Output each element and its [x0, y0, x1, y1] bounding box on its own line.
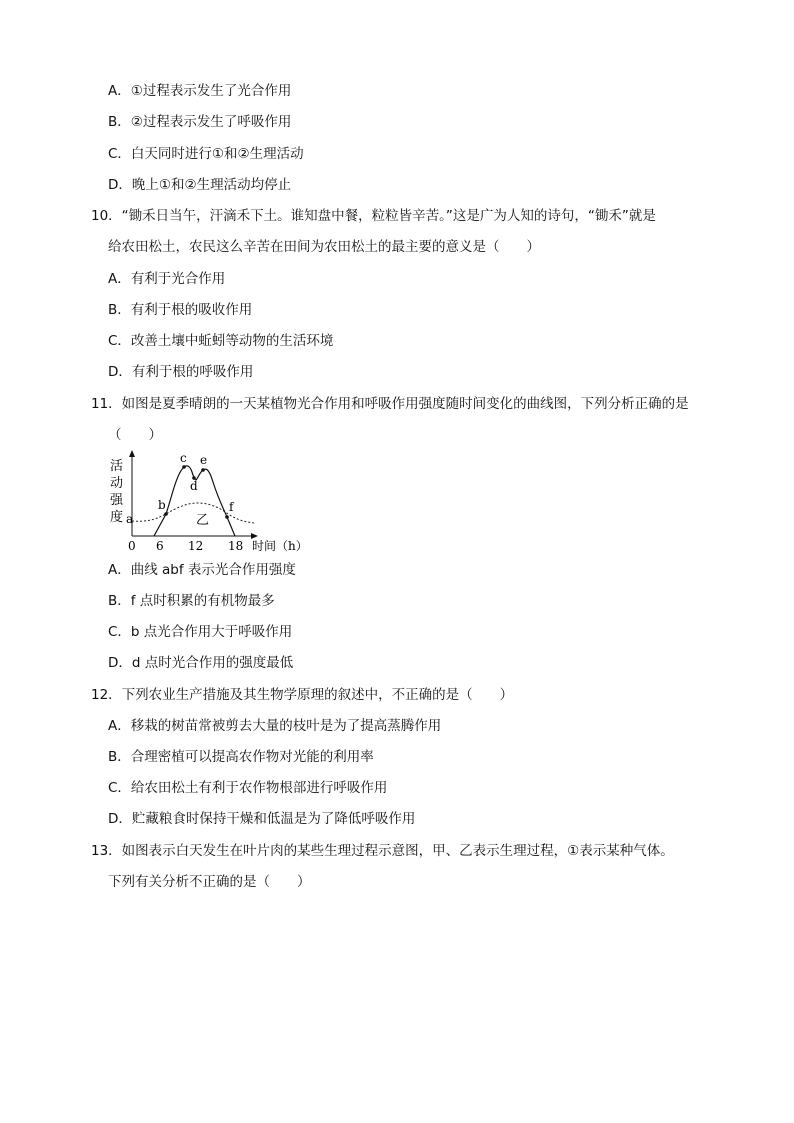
- point-label-a: a: [126, 512, 134, 526]
- q11-stem-line2: （ ）: [108, 427, 162, 443]
- q10-stem-line1: 10．“锄禾日当午，汗滴禾下土。谁知盘中餐，粒粒皆辛苦。”这是广为人知的诗句，“锄禾”就是: [91, 208, 656, 224]
- q12-option-b[interactable]: B．合理密植可以提高农作物对光能的利用率: [108, 749, 374, 765]
- q13-stem-line1: 13．如图表示白天发生在叶片肉的某些生理过程示意图，甲、乙表示生理过程，①表示某种气体。: [91, 843, 674, 859]
- x-axis-label: 时间（h）: [252, 539, 308, 553]
- q10-stem-line2: 给农田松土，农民这么辛苦在田间为农田松土的最主要的意义是（ ）: [108, 239, 540, 255]
- q10-option-b[interactable]: B．有利于根的吸收作用: [108, 302, 253, 318]
- point-label-b: b: [158, 498, 166, 512]
- q10-option-a[interactable]: A．有利于光合作用: [108, 271, 226, 287]
- x-tick-label: 18: [228, 539, 244, 553]
- point-c: [182, 465, 186, 469]
- point-label-e: e: [200, 453, 208, 467]
- point-label-f: f: [229, 500, 234, 514]
- q11-option-a[interactable]: A．曲线 abf 表示光合作用强度: [108, 562, 296, 578]
- q10-option-d[interactable]: D．有利于根的呼吸作用: [108, 364, 254, 380]
- q11-figure: [106, 448, 326, 558]
- y-axis-arrow: [129, 450, 135, 457]
- point-b: [164, 512, 168, 516]
- q13-stem-line2: 下列有关分析不正确的是（ ）: [108, 874, 311, 890]
- point-label-d: d: [190, 479, 198, 493]
- point-label-c: c: [180, 451, 187, 465]
- y-label-char: 强: [110, 493, 124, 508]
- x-tick-label: 0: [128, 539, 136, 553]
- curve-label-yi: 乙: [196, 513, 210, 528]
- q12-option-d[interactable]: D．贮藏粮食时保持干燥和低温是为了降低呼吸作用: [108, 811, 416, 827]
- y-label-char: 活: [110, 459, 124, 474]
- q11-stem-line1: 11．如图是夏季晴朗的一天某植物光合作用和呼吸作用强度随时间变化的曲线图，下列分析正确的是: [91, 396, 689, 412]
- q12-option-c[interactable]: C．给农田松土有利于农作物根部进行呼吸作用: [108, 780, 388, 796]
- q11-option-d[interactable]: D．d 点时光合作用的强度最低: [108, 655, 294, 671]
- q9-option-c[interactable]: C．白天同时进行①和②生理活动: [108, 146, 304, 162]
- q12-stem: 12．下列农业生产措施及其生物学原理的叙述中，不正确的是（ ）: [91, 687, 514, 703]
- point-e: [201, 468, 205, 472]
- q9-option-b[interactable]: B．②过程表示发生了呼吸作用: [108, 114, 292, 130]
- respiration-curve: [132, 503, 254, 523]
- q10-option-c[interactable]: C．改善土壤中蚯蚓等动物的生活环境: [108, 333, 334, 349]
- q11-option-c[interactable]: C．b 点光合作用大于呼吸作用: [108, 624, 293, 640]
- x-tick-label: 12: [188, 539, 204, 553]
- x-tick-label: 6: [156, 539, 164, 553]
- q9-option-a[interactable]: A．①过程表示发生了光合作用: [108, 83, 292, 99]
- y-label-char: 度: [110, 510, 124, 525]
- q11-option-b[interactable]: B．f 点时积累的有机物最多: [108, 593, 275, 609]
- y-label-char: 动: [110, 476, 124, 491]
- point-f: [225, 515, 229, 519]
- q9-option-d[interactable]: D．晚上①和②生理活动均停止: [108, 177, 292, 193]
- q12-option-a[interactable]: A．移栽的树苗常被剪去大量的枝叶是为了提高蒸腾作用: [108, 718, 442, 734]
